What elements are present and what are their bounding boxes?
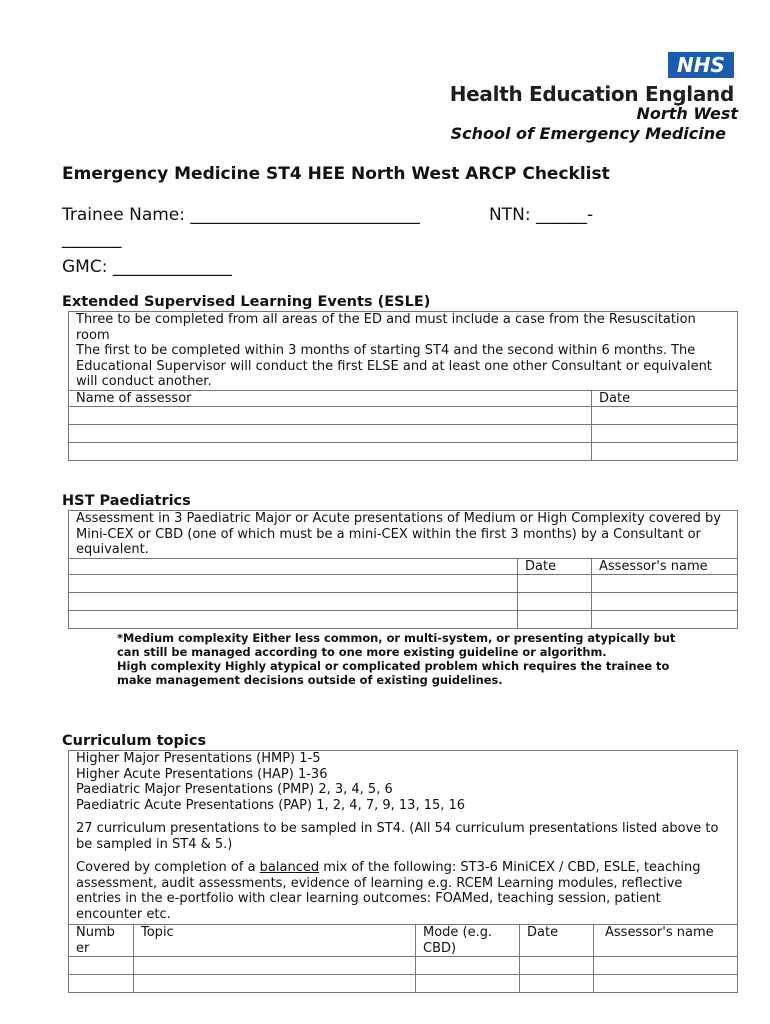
table-cell[interactable] — [518, 593, 592, 611]
table-row — [69, 975, 738, 993]
curriculum-heading: Curriculum topics — [62, 733, 207, 749]
table-row — [69, 443, 738, 461]
paeds-heading: HST Paediatrics — [62, 493, 191, 509]
table-cell[interactable] — [69, 443, 592, 461]
table-cell[interactable] — [134, 975, 416, 993]
curriculum-col-assessor: Assessor's name — [594, 925, 738, 957]
curriculum-description — [69, 751, 738, 925]
curriculum-col-number: Numb er — [69, 925, 134, 957]
complexity-note — [117, 631, 677, 687]
curriculum-line-hap: Higher Acute Presentations (HAP) 1-36 — [76, 766, 328, 782]
curriculum-line-pap: Paediatric Acute Presentations (PAP) 1, 2, 4, 7, 9, 13, 15, 16 — [76, 797, 466, 813]
table-row — [69, 425, 738, 443]
table-row — [69, 957, 738, 975]
esle-col-assessor: Name of assessor — [69, 390, 592, 407]
table-cell[interactable] — [69, 575, 518, 593]
table-cell[interactable] — [592, 407, 738, 425]
curriculum-line-pmp: Paediatric Major Presentations (PMP) 2, 3, 4, 5, 6 — [76, 782, 393, 797]
table-cell[interactable] — [520, 975, 594, 993]
curriculum-col-date: Date — [520, 925, 594, 957]
trainee-name-field[interactable]: Trainee Name: ___________________________ — [62, 205, 420, 225]
curriculum-col-mode: Mode (e.g. CBD) — [416, 925, 520, 957]
table-cell[interactable] — [69, 611, 518, 629]
table-row — [69, 593, 738, 611]
curriculum-table — [68, 750, 738, 993]
covered-underlined: balanced — [259, 860, 320, 875]
curriculum-covered-text — [76, 860, 730, 922]
paeds-table — [68, 510, 738, 629]
paeds-description: Assessment in 3 Paediatric Major or Acute presentations of Medium or High Complexity covered by Mini-CEX or CBD (one of which must be a mini-CEX within the first 3 months) by a Consultant or equivalent. — [69, 511, 738, 559]
table-cell[interactable] — [592, 611, 738, 629]
nhs-logo: NHS — [668, 52, 734, 78]
esle-col-date: Date — [592, 390, 738, 407]
table-cell[interactable] — [69, 593, 518, 611]
table-cell[interactable] — [69, 957, 134, 975]
table-cell[interactable] — [592, 575, 738, 593]
curriculum-line-hmp: Higher Major Presentations (HMP) 1-5 — [76, 751, 321, 766]
esle-heading: Extended Supervised Learning Events (ESLE) — [62, 294, 431, 310]
paeds-col-blank — [69, 558, 518, 575]
table-cell[interactable] — [594, 957, 738, 975]
table-row — [69, 575, 738, 593]
table-cell[interactable] — [592, 425, 738, 443]
esle-table — [68, 311, 738, 461]
table-cell[interactable] — [518, 575, 592, 593]
ntn-field-continued[interactable]: _______ — [62, 229, 122, 249]
curriculum-sample-text: 27 curriculum presentations to be sampled in ST4. (All 54 curriculum presentations listed above to be sampled in ST4 & 5.) — [76, 821, 719, 852]
region-name: North West — [636, 104, 738, 123]
paeds-col-date: Date — [518, 558, 592, 575]
curriculum-col-topic: Topic — [134, 925, 416, 957]
table-cell[interactable] — [518, 611, 592, 629]
covered-post: mix of the following: ST3-6 MiniCEX / CBD, ESLE, teaching assessment, audit assessments, evidence of learning e.g. RCEM Learning modules, reflective entries in the e-portfolio with clear learning outcomes: FOAMed, teaching session, patient encounter etc. — [76, 860, 701, 922]
school-name: School of Emergency Medicine — [450, 124, 726, 143]
table-cell[interactable] — [520, 957, 594, 975]
medium-complexity-note: *Medium complexity Either less common, or multi-system, or presenting atypically but can still be managed according to one more existing guideline or algorithm. — [117, 631, 676, 659]
document-title: Emergency Medicine ST4 HEE North West ARCP Checklist — [62, 164, 610, 184]
table-cell[interactable] — [69, 975, 134, 993]
esle-desc-1: Three to be completed from all areas of the ED and must include a case from the Resuscitation room — [76, 312, 696, 343]
paeds-col-assessor: Assessor's name — [592, 558, 738, 575]
covered-pre: Covered by completion of a — [76, 860, 260, 875]
table-cell[interactable] — [134, 957, 416, 975]
table-cell[interactable] — [69, 407, 592, 425]
table-cell[interactable] — [416, 975, 520, 993]
esle-description — [69, 312, 738, 391]
gmc-field[interactable]: GMC: ______________ — [62, 257, 232, 277]
table-row — [69, 611, 738, 629]
table-cell[interactable] — [594, 975, 738, 993]
table-cell[interactable] — [592, 593, 738, 611]
table-cell[interactable] — [592, 443, 738, 461]
high-complexity-note: High complexity Highly atypical or complicated problem which requires the trainee to make management decisions outside of existing guidelines. — [117, 659, 670, 687]
table-cell[interactable] — [69, 425, 592, 443]
org-name: Health Education England — [449, 82, 734, 106]
table-cell[interactable] — [416, 957, 520, 975]
ntn-field[interactable]: NTN: ______- — [489, 205, 594, 225]
esle-desc-2: The first to be completed within 3 months of starting ST4 and the second within 6 months. The Educational Supervisor will conduct the first ELSE and at least one other Consultant or equivalent will conduct another. — [76, 343, 712, 389]
table-row — [69, 407, 738, 425]
